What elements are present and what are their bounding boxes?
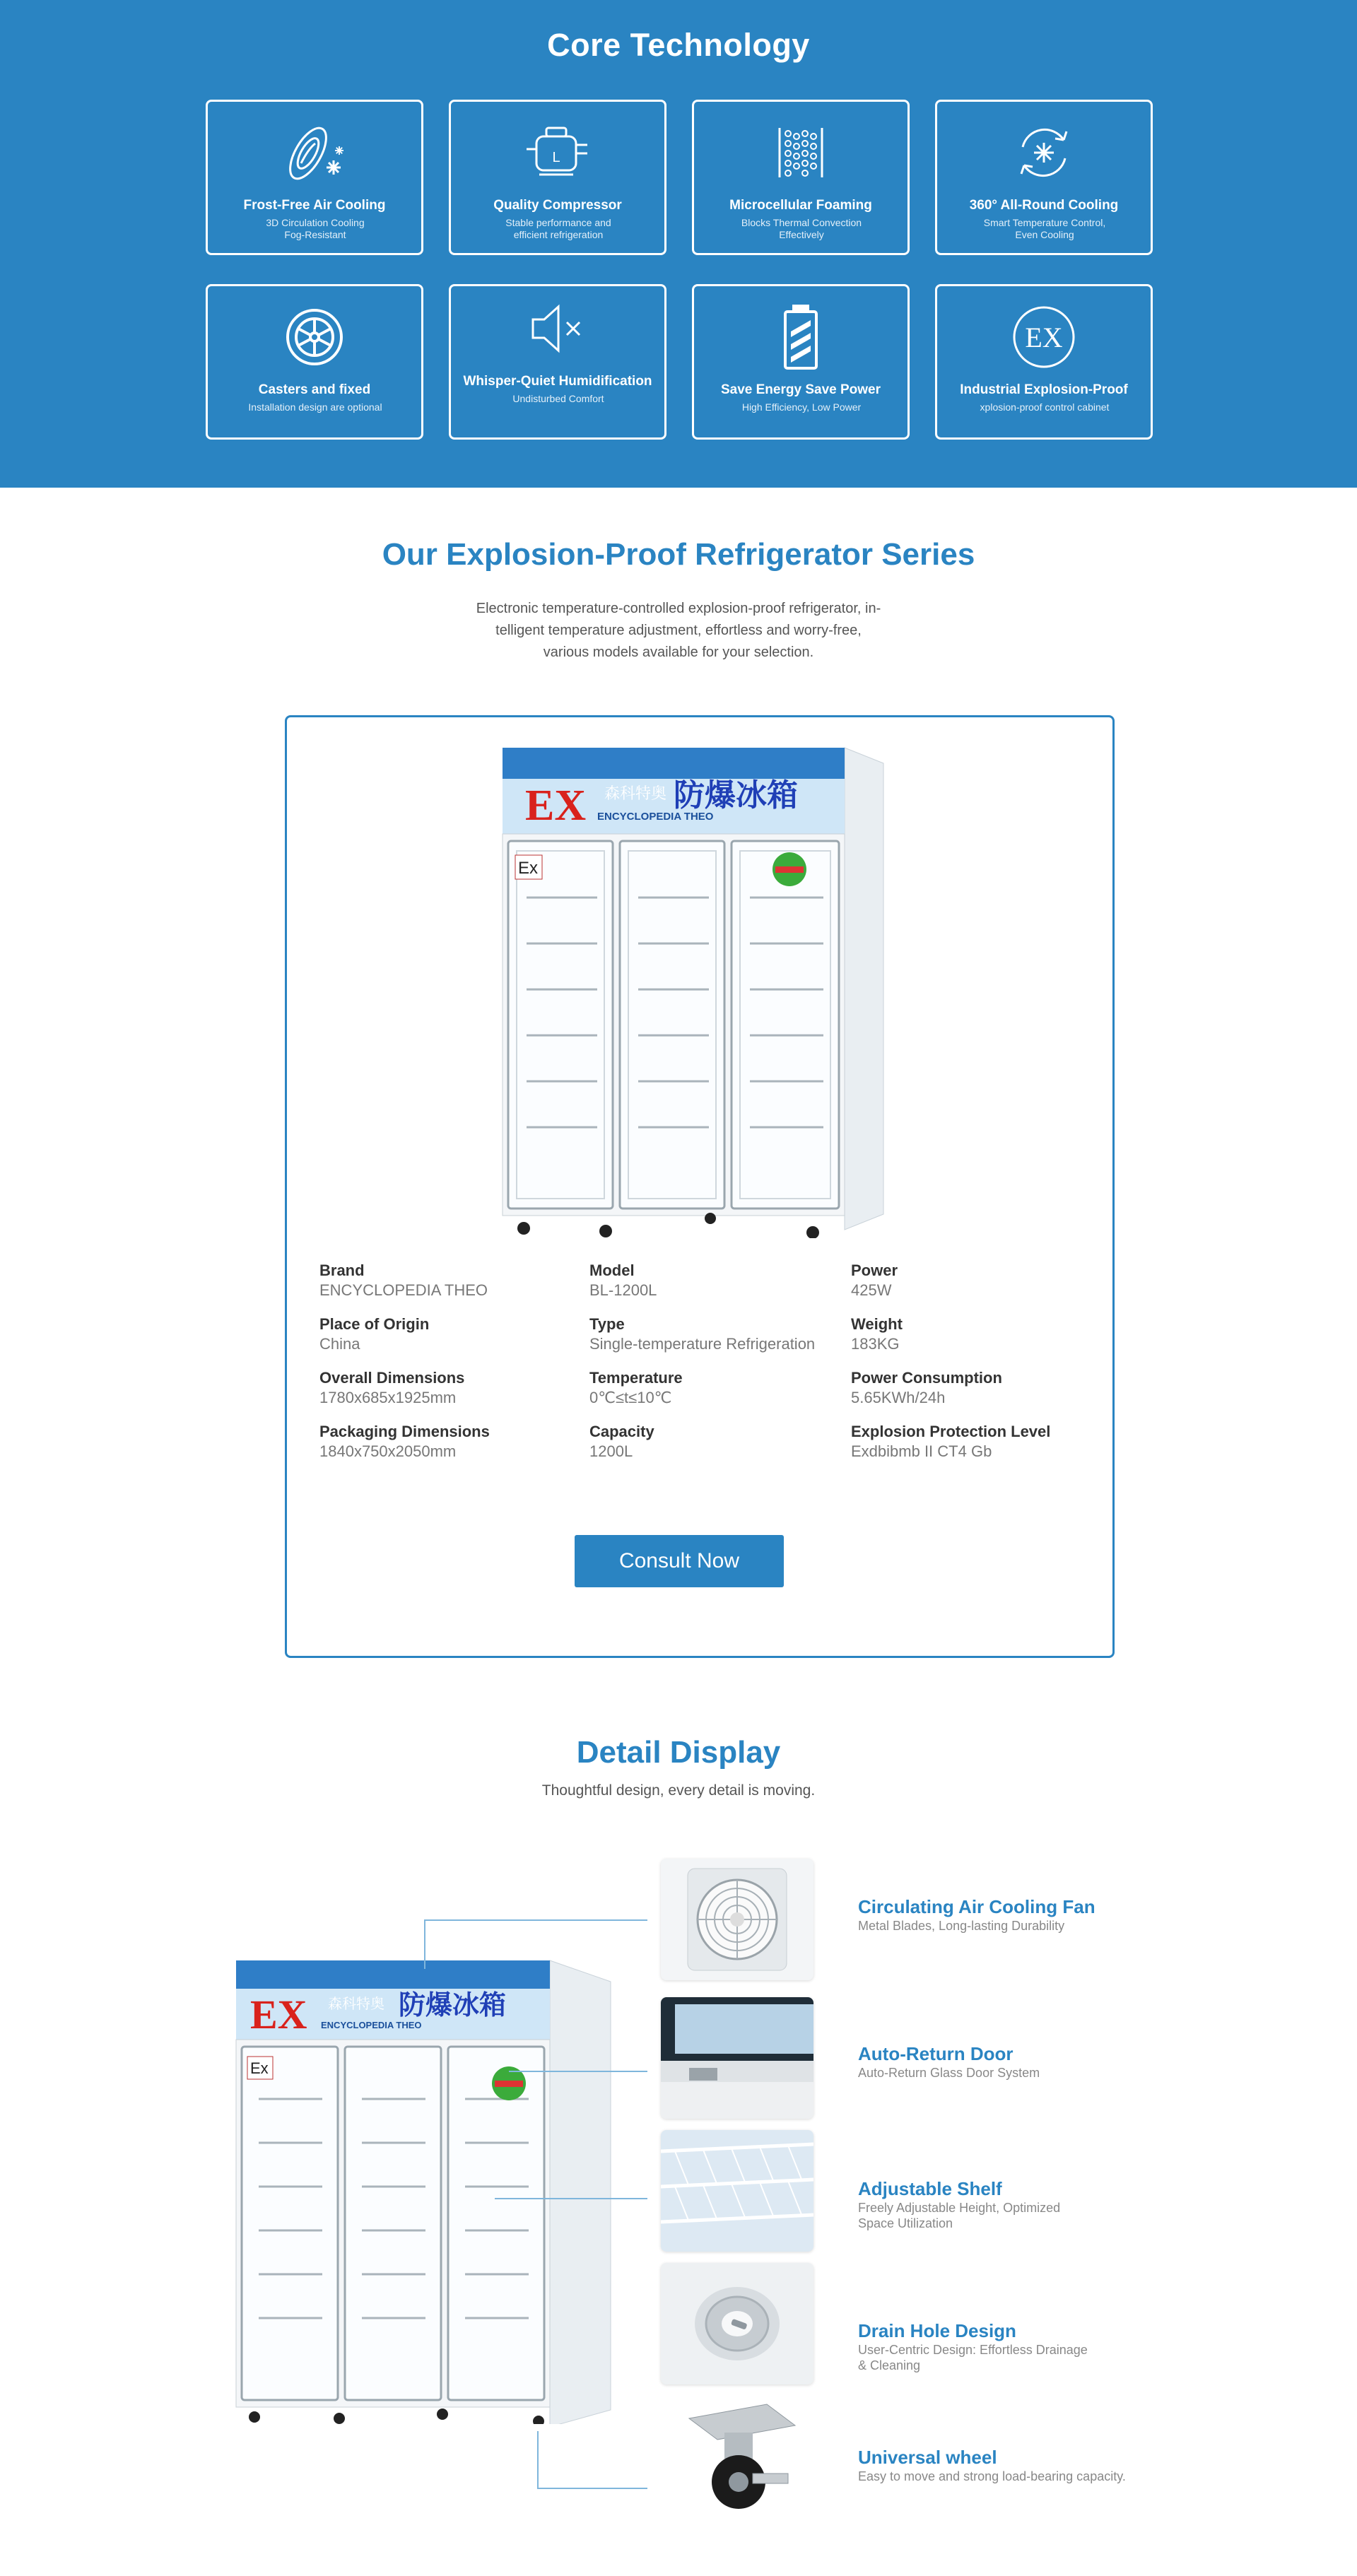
spec-value: BL-1200L <box>589 1281 657 1299</box>
feature-card-energy <box>692 284 910 440</box>
feature-card-explosion-proof <box>935 284 1153 440</box>
thumb-adjustable-shelf <box>661 2130 813 2252</box>
thumb-air-cooling-fan <box>661 1859 813 1980</box>
feature-description: Metal Blades, Long-lasting Durability <box>858 1919 1065 1933</box>
svg-text:Ex: Ex <box>518 859 539 878</box>
spec-type <box>589 1315 815 1354</box>
banner-brand-en: ENCYCLOPEDIA THEO <box>597 811 714 823</box>
connector-line <box>537 2488 647 2489</box>
feature-name: Circulating Air Cooling Fan <box>858 1896 1095 1917</box>
connector-line <box>509 2071 647 2072</box>
spec-value: 1200L <box>589 1442 633 1460</box>
caster-wheel-icon <box>208 299 421 375</box>
feature-universal-wheel <box>858 2446 1155 2484</box>
fan-snowflake-icon <box>208 114 421 191</box>
feature-card-foaming <box>692 100 910 255</box>
banner-ex-text: EX <box>525 782 587 830</box>
spec-explosion-protection-level <box>851 1422 1050 1462</box>
connector-line <box>424 1919 647 1921</box>
spec-label: Overall Dimensions <box>319 1369 465 1387</box>
spec-label: Weight <box>851 1315 903 1333</box>
feature-description: Easy to move and strong load-bearing capacity. <box>858 2469 1126 2483</box>
svg-text:Ex: Ex <box>250 2059 269 2077</box>
mute-speaker-icon <box>451 290 664 367</box>
spec-value: Single-temperature Refrigeration <box>589 1335 816 1353</box>
card-subtitle: Smart Temperature Control, Even Cooling <box>983 217 1106 240</box>
thumb-auto-return-door <box>661 1997 813 2119</box>
spec-value: ENCYCLOPEDIA THEO <box>319 1281 488 1299</box>
consult-now-button[interactable]: Consult Now <box>575 1535 784 1587</box>
spec-model <box>589 1261 657 1300</box>
svg-text:L: L <box>552 150 560 165</box>
connector-line <box>537 2431 539 2488</box>
ex-mark-icon <box>937 299 1151 375</box>
spec-value: Exdbibmb II CT4 Gb <box>851 1442 992 1460</box>
feature-name: Drain Hole Design <box>858 2320 1016 2341</box>
spec-power-consumption <box>851 1368 1002 1408</box>
svg-text:ENCYCLOPEDIA THEO: ENCYCLOPEDIA THEO <box>321 2020 422 2030</box>
detail-display-title: Detail Display <box>576 1735 781 1770</box>
spec-value: 183KG <box>851 1335 900 1353</box>
card-subtitle: High Efficiency, Low Power <box>741 401 862 413</box>
card-subtitle: Installation design are optional <box>248 401 382 413</box>
connector-line <box>495 2198 647 2199</box>
banner-product-cn: 防爆冰箱 <box>674 777 798 813</box>
feature-adjustable-shelf <box>858 2177 1155 2231</box>
spec-temperature <box>589 1368 683 1408</box>
svg-text:EX: EX <box>250 1992 307 2037</box>
card-title: Microcellular Foaming <box>729 198 872 213</box>
svg-text:EX: EX <box>1025 322 1063 353</box>
svg-text:森科特奥: 森科特奥 <box>328 1995 384 2012</box>
snowflake-cycle-icon <box>937 114 1151 191</box>
feature-card-quiet <box>449 284 666 440</box>
spec-label: Capacity <box>589 1423 654 1440</box>
spec-value: 425W <box>851 1281 892 1299</box>
series-description: Electronic temperature-controlled explosion-proof refrigerator, in- telligent temperature adjustment, effortless and worry-free, various models available for your selection. <box>476 601 881 660</box>
card-title: Quality Compressor <box>493 198 622 213</box>
card-title: Frost-Free Air Cooling <box>243 198 386 213</box>
feature-description: Freely Adjustable Height, Optimized Space Utilization <box>858 2201 1061 2230</box>
thumb-drain-hole <box>661 2263 813 2384</box>
series-title: Our Explosion-Proof Refrigerator Series <box>382 537 975 572</box>
feature-card-360-cooling <box>935 100 1153 255</box>
svg-text:防爆冰箱: 防爆冰箱 <box>399 1989 507 2021</box>
spec-label: Brand <box>319 1261 365 1279</box>
foam-panel-icon <box>694 114 907 191</box>
spec-label: Type <box>589 1315 625 1333</box>
spec-label: Temperature <box>589 1369 683 1387</box>
spec-label: Power <box>851 1261 898 1279</box>
spec-label: Place of Origin <box>319 1315 430 1333</box>
spec-packaging-dimensions <box>319 1422 490 1462</box>
card-subtitle: Stable performance and efficient refrigeration <box>505 217 611 240</box>
detail-refrigerator-image <box>233 1958 615 2424</box>
feature-card-casters <box>206 284 423 440</box>
thumb-universal-wheel <box>661 2397 813 2519</box>
spec-label: Power Consumption <box>851 1369 1002 1387</box>
feature-description: Auto-Return Glass Door System <box>858 2066 1040 2080</box>
spec-value: 1780x685x1925mm <box>319 1389 457 1406</box>
feature-card-frost-free <box>206 100 423 255</box>
spec-brand <box>319 1261 488 1300</box>
battery-icon <box>694 299 907 375</box>
spec-label: Packaging Dimensions <box>319 1423 490 1440</box>
feature-air-cooling-fan <box>858 1895 1155 1934</box>
spec-value: China <box>319 1335 360 1353</box>
spec-value: 5.65KWh/24h <box>851 1389 946 1406</box>
feature-drain-hole <box>858 2319 1155 2373</box>
banner-brand-cn: 森科特奥 <box>604 785 667 803</box>
card-subtitle: 3D Circulation Cooling Fog-Resistant <box>266 217 365 240</box>
card-subtitle: Undisturbed Comfort <box>512 393 604 404</box>
card-title: Save Energy Save Power <box>720 382 881 397</box>
spec-value: 1840x750x2050mm <box>319 1442 457 1460</box>
card-title: Casters and fixed <box>258 382 371 397</box>
connector-line <box>424 1919 425 1969</box>
spec-value: 0℃≤t≤10℃ <box>589 1389 672 1406</box>
card-subtitle: Blocks Thermal Convection Effectively <box>741 217 862 240</box>
feature-auto-return-door <box>858 2042 1155 2081</box>
spec-power <box>851 1261 898 1300</box>
core-technology-section <box>0 0 1357 488</box>
feature-description: User-Centric Design: Effortless Drainage & Cleaning <box>858 2343 1088 2372</box>
compressor-icon <box>451 114 664 191</box>
card-title: Whisper-Quiet Humidification <box>463 374 652 389</box>
feature-name: Adjustable Shelf <box>858 2178 1002 2199</box>
spec-weight <box>851 1315 903 1354</box>
card-title: 360° All-Round Cooling <box>969 198 1119 213</box>
feature-name: Auto-Return Door <box>858 2043 1014 2064</box>
feature-card-compressor <box>449 100 666 255</box>
detail-display-subtitle: Thoughtful design, every detail is moving. <box>541 1782 816 1799</box>
product-image-refrigerator <box>498 742 887 1238</box>
spec-capacity <box>589 1422 654 1462</box>
card-title: Industrial Explosion-Proof <box>960 382 1128 397</box>
feature-name: Universal wheel <box>858 2447 997 2468</box>
spec-place-of-origin <box>319 1315 429 1354</box>
spec-overall-dimensions <box>319 1368 464 1408</box>
core-technology-title: Core Technology <box>547 27 810 63</box>
spec-label: Model <box>589 1261 635 1279</box>
card-subtitle: xplosion-proof control cabinet <box>980 401 1110 413</box>
spec-label: Explosion Protection Level <box>851 1423 1051 1440</box>
